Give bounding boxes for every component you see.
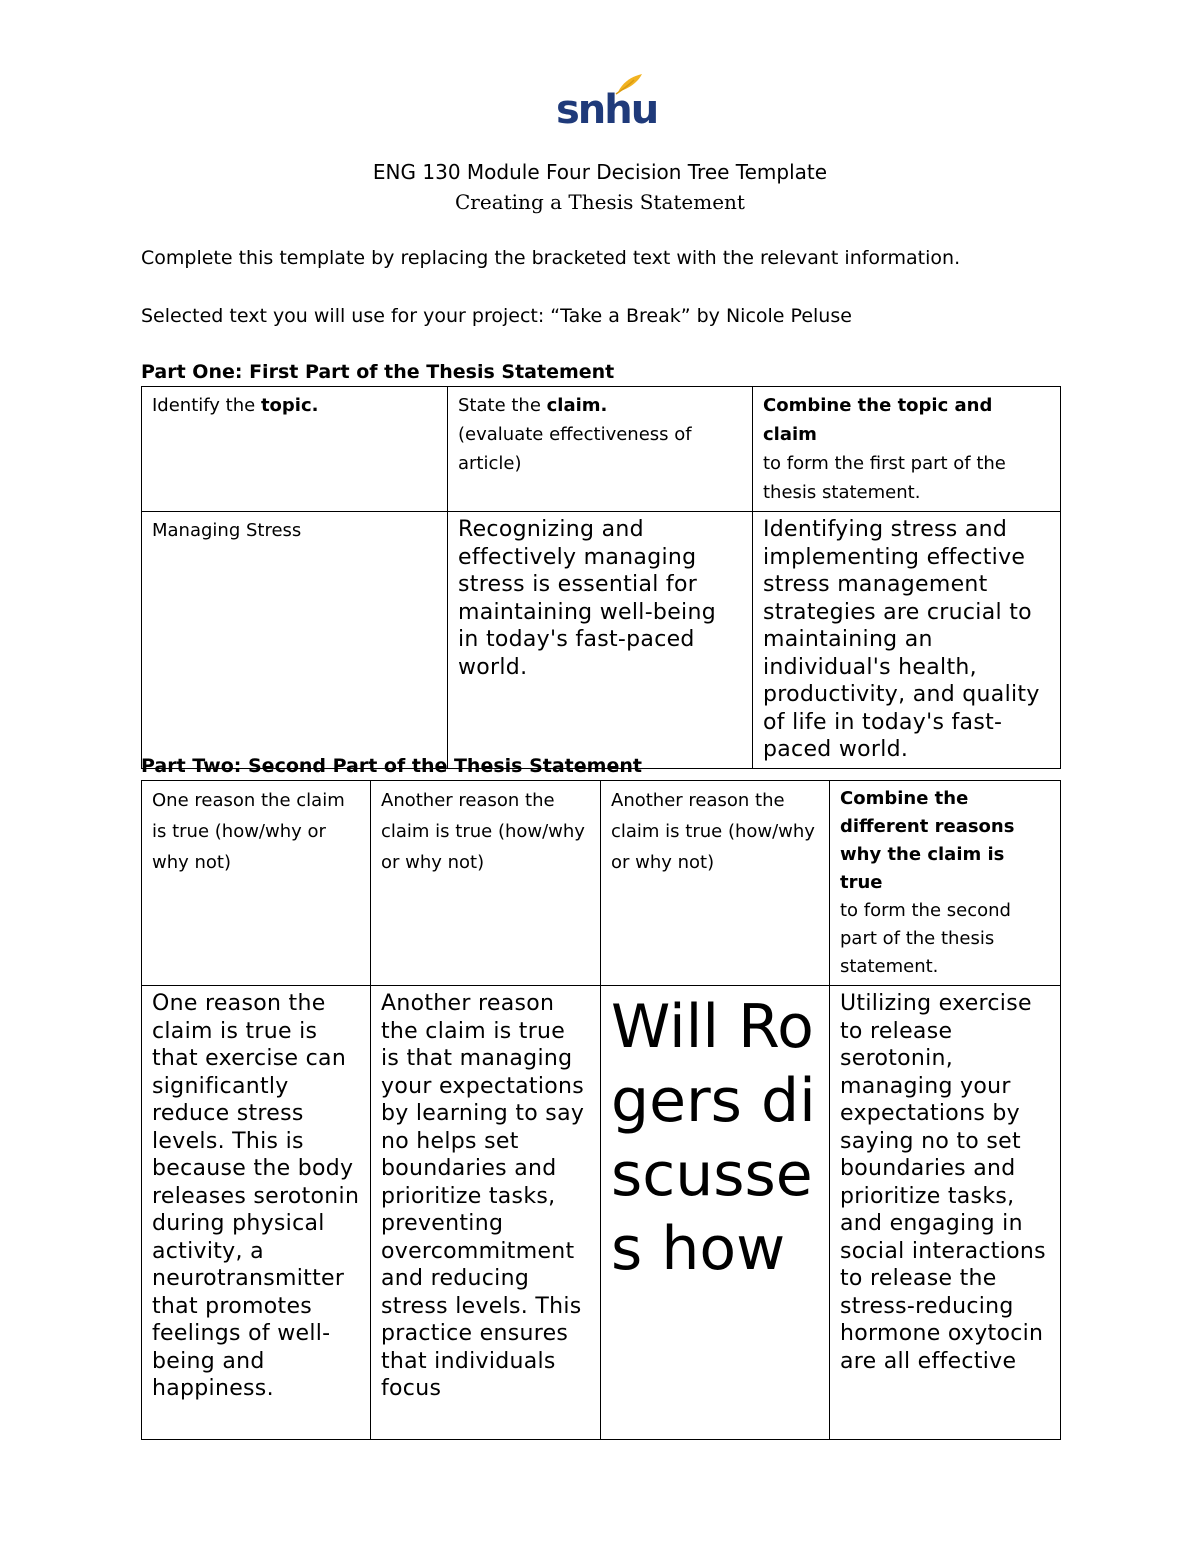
part-one-table (141, 386, 1061, 769)
combine-header (753, 387, 1061, 512)
combined-reasons-answer: Utilizing exercise to release serotonin, managing your expectations by saying no to set boundaries and prioritize tasks, and engaging in social interactions to release the stress-reducing hormone oxytocin are all effective (830, 986, 1061, 1440)
reason-three-answer: Will Rogers discusses how (601, 986, 830, 1440)
instructions-text: Complete this template by replacing the bracketed text with the relevant information. (141, 247, 961, 269)
logo-wordmark: snhu (556, 87, 658, 133)
topic-header-prefix: Identify the (152, 395, 261, 416)
part-two-heading: Part Two: Second Part of the Thesis Statement (141, 755, 642, 777)
combine-header-rest: to form the first part of the thesis statement. (763, 453, 1006, 503)
selected-text-line: Selected text you will use for your project: “Take a Break” by Nicole Peluse (141, 305, 852, 327)
part-two-answer-row (142, 986, 1061, 1440)
combine-reasons-header (830, 781, 1061, 986)
reason-one-header: One reason the claim is true (how/why or why not) (142, 781, 371, 986)
document-title: ENG 130 Module Four Decision Tree Template (372, 160, 828, 184)
combine-reasons-bold: Combine the different reasons why the claim is true (840, 788, 1015, 893)
claim-header-prefix: State the (458, 395, 547, 416)
reason-two-header: Another reason the claim is true (how/why or why not) (371, 781, 601, 986)
topic-header-bold: topic. (260, 395, 319, 416)
snhu-logo (556, 72, 658, 134)
claim-header (448, 387, 753, 512)
combine-reasons-rest: to form the second part of the thesis statement. (840, 900, 1011, 977)
part-one-answer-row (142, 512, 1061, 769)
document-subtitle: Creating a Thesis Statement (455, 190, 745, 214)
part-two-table (141, 780, 1061, 1440)
combine-header-bold: Combine the topic and claim (763, 395, 993, 445)
reason-two-answer: Another reason the claim is true is that managing your expectations by learning to say no helps set boundaries and prioritize tasks, preventing overcommitment and reducing stress levels. This practice ensures that individuals focus (371, 986, 601, 1440)
part-one-heading: Part One: First Part of the Thesis Statement (141, 361, 615, 383)
topic-answer: Managing Stress (142, 512, 448, 769)
combined-answer: Identifying stress and implementing effective stress management strategies are crucial to maintaining an individual's health, productivity, and quality of life in today's fast-paced world. (753, 512, 1061, 769)
claim-header-bold: claim. (546, 395, 608, 416)
claim-header-note: (evaluate effectiveness of article) (458, 424, 692, 474)
part-two-header-row (142, 781, 1061, 986)
part-one-header-row (142, 387, 1061, 512)
reason-three-header: Another reason the claim is true (how/why or why not) (601, 781, 830, 986)
reason-one-answer: One reason the claim is true is that exercise can significantly reduce stress levels. This is because the body releases serotonin during physical activity, a neurotransmitter that promotes feelings of well-being and happiness. (142, 986, 371, 1440)
claim-answer: Recognizing and effectively managing stress is essential for maintaining well-being in today's fast-paced world. (448, 512, 753, 769)
topic-header (142, 387, 448, 512)
